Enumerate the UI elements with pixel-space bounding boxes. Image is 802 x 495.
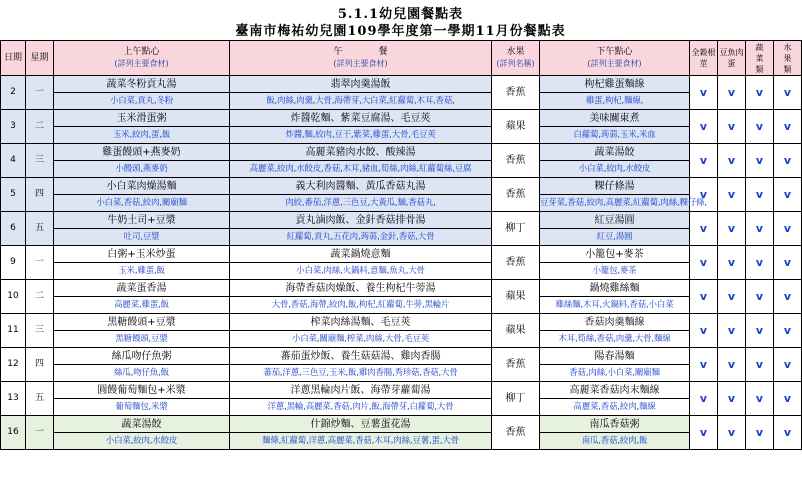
check-mark: v xyxy=(746,314,774,348)
lunch-name: 什錦炒麵、豆薯蛋花湯 xyxy=(230,416,492,433)
pm-snack-ingredients: 小籠包,麥茶 xyxy=(540,263,690,280)
check-mark: v xyxy=(746,382,774,416)
ingredient-row xyxy=(1,161,802,178)
pm-snack-name: 粿仔條湯 xyxy=(540,178,690,195)
meal-table xyxy=(0,40,802,450)
check-mark: v xyxy=(690,348,718,382)
date-cell: 2 xyxy=(1,76,26,110)
check-mark: v xyxy=(774,144,802,178)
header-pm-snack: 下午點心 (詳列主要食材) xyxy=(540,41,690,76)
weekday-cell: 三 xyxy=(26,314,54,348)
date-cell: 10 xyxy=(1,280,26,314)
header-weekday: 星期 xyxy=(26,41,54,76)
check-mark: v xyxy=(774,178,802,212)
pm-snack-name: 美味關東煮 xyxy=(540,110,690,127)
pm-snack-name: 蔬菜湯餃 xyxy=(540,144,690,161)
pm-snack-name: 香菇肉羹麵線 xyxy=(540,314,690,331)
fruit-cell: 蘋果 xyxy=(492,280,540,314)
check-mark: v xyxy=(718,212,746,246)
check-mark: v xyxy=(690,246,718,280)
am-snack-name: 白粥+玉米炒蛋 xyxy=(54,246,230,263)
meal-row xyxy=(1,246,802,263)
am-snack-name: 蔬菜湯餃 xyxy=(54,416,230,433)
am-snack-ingredients: 絲瓜,吻仔魚,飯 xyxy=(54,365,230,382)
check-mark: v xyxy=(690,416,718,450)
date-cell: 11 xyxy=(1,314,26,348)
check-mark: v xyxy=(718,416,746,450)
pm-snack-name: 枸杞雞蛋麵線 xyxy=(540,76,690,93)
header-am-snack: 上午點心 (詳列主要食材) xyxy=(54,41,230,76)
am-snack-ingredients: 高麗菜,雞蛋,飯 xyxy=(54,297,230,314)
date-cell: 12 xyxy=(1,348,26,382)
weekday-cell: 四 xyxy=(26,178,54,212)
lunch-ingredients: 小白菜,肉絲,火鍋料,意麵,魚丸,大骨 xyxy=(230,263,492,280)
page-title-line1: 5.1.1幼兒園餐點表 xyxy=(337,7,464,22)
ingredient-row xyxy=(1,263,802,280)
lunch-ingredients: 洋蔥,黑輪,高麗菜,香菇,肉片,飯,海帶芽,白蘿蔔,大骨 xyxy=(230,399,492,416)
meal-row xyxy=(1,416,802,433)
pm-snack-ingredients: 小白菜,絞肉,水餃皮 xyxy=(540,161,690,178)
date-cell: 4 xyxy=(1,144,26,178)
header-fruit: 水果 (詳列名稱) xyxy=(492,41,540,76)
check-mark: v xyxy=(718,314,746,348)
check-mark: v xyxy=(774,416,802,450)
pm-snack-ingredients: 南瓜,香菇,絞肉,飯 xyxy=(540,433,690,450)
meal-row xyxy=(1,382,802,399)
ingredient-row xyxy=(1,399,802,416)
header-grains: 全穀根莖 xyxy=(690,41,718,76)
check-mark: v xyxy=(718,246,746,280)
ingredient-row xyxy=(1,127,802,144)
lunch-ingredients: 大骨,香菇,海帶,絞肉,飯,枸杞,紅蘿蔔,牛蒡,黑輪片 xyxy=(230,297,492,314)
weekday-cell: 一 xyxy=(26,416,54,450)
check-mark: v xyxy=(690,110,718,144)
lunch-name: 貢丸滷肉飯、金針香菇排骨湯 xyxy=(230,212,492,229)
page-title-line2: 臺南市梅祐幼兒園109學年度第一學期11月份餐點表 xyxy=(235,24,566,39)
ingredient-row xyxy=(1,229,802,246)
header-fruit-cat: 水果類 xyxy=(774,41,802,76)
date-cell: 6 xyxy=(1,212,26,246)
check-mark: v xyxy=(746,416,774,450)
am-snack-name: 雞蛋饅頭+燕麥奶 xyxy=(54,144,230,161)
lunch-ingredients: 高麗菜,絞肉,水餃皮,香菇,木耳,豬血,筍絲,肉絲,紅蘿蔔絲,豆腐 xyxy=(230,161,492,178)
lunch-name: 蕃茄蛋炒飯、養生菇菇湯、雞肉香腸 xyxy=(230,348,492,365)
lunch-name: 翡翠肉羹湯飯 xyxy=(230,76,492,93)
check-mark: v xyxy=(690,314,718,348)
ingredient-row xyxy=(1,93,802,110)
pm-snack-name: 高麗菜香菇肉末麵線 xyxy=(540,382,690,399)
check-mark: v xyxy=(718,76,746,110)
check-mark: v xyxy=(774,280,802,314)
check-mark: v xyxy=(746,246,774,280)
check-mark: v xyxy=(718,144,746,178)
check-mark: v xyxy=(690,144,718,178)
check-mark: v xyxy=(774,110,802,144)
pm-snack-ingredients: 雞絲麵,木耳,火鍋料,香菇,小白菜 xyxy=(540,297,690,314)
check-mark: v xyxy=(690,382,718,416)
am-snack-name: 蔬菜蛋香湯 xyxy=(54,280,230,297)
header-date: 日期 xyxy=(1,41,26,76)
check-mark: v xyxy=(718,382,746,416)
weekday-cell: 一 xyxy=(26,76,54,110)
am-snack-ingredients: 黑糖饅頭,豆漿 xyxy=(54,331,230,348)
pm-snack-ingredients: 香菇,肉絲,小白菜,關廟麵 xyxy=(540,365,690,382)
am-snack-ingredients: 玉米,絞肉,蛋,飯 xyxy=(54,127,230,144)
check-mark: v xyxy=(774,76,802,110)
lunch-ingredients: 小白菜,關廟麵,榨菜,肉絲,大骨,毛豆莢 xyxy=(230,331,492,348)
date-cell: 16 xyxy=(1,416,26,450)
meal-row xyxy=(1,144,802,161)
ingredient-row xyxy=(1,365,802,382)
date-cell: 5 xyxy=(1,178,26,212)
am-snack-name: 黑糖饅頭+豆漿 xyxy=(54,314,230,331)
weekday-cell: 一 xyxy=(26,246,54,280)
check-mark: v xyxy=(746,144,774,178)
pm-snack-ingredients: 豆芽菜,香菇,絞肉,高麗菜,紅蘿蔔,肉絲,粿仔條, xyxy=(540,195,690,212)
date-cell: 3 xyxy=(1,110,26,144)
am-snack-name: 玉米滑蛋粥 xyxy=(54,110,230,127)
weekday-cell: 三 xyxy=(26,144,54,178)
check-mark: v xyxy=(746,76,774,110)
lunch-ingredients: 麵條,紅蘿蔔,洋蔥,高麗菜,香菇,木耳,肉絲,豆薯,蛋,大骨 xyxy=(230,433,492,450)
check-mark: v xyxy=(690,76,718,110)
check-mark: v xyxy=(718,178,746,212)
check-mark: v xyxy=(746,110,774,144)
check-mark: v xyxy=(718,110,746,144)
lunch-name: 洋蔥黑輪肉片飯、海帶芽蘿蔔湯 xyxy=(230,382,492,399)
header-veg: 蔬菜類 xyxy=(746,41,774,76)
header-lunch: 午 餐 (詳列主要食材) xyxy=(230,41,492,76)
weekday-cell: 二 xyxy=(26,280,54,314)
check-mark: v xyxy=(690,212,718,246)
am-snack-name: 小白菜肉燥湯麵 xyxy=(54,178,230,195)
pm-snack-ingredients: 紅豆,湯圓 xyxy=(540,229,690,246)
meal-row xyxy=(1,314,802,331)
lunch-name: 蔬菜鍋燒意麵 xyxy=(230,246,492,263)
fruit-cell: 香蕉 xyxy=(492,144,540,178)
weekday-cell: 五 xyxy=(26,212,54,246)
fruit-cell: 蘋果 xyxy=(492,314,540,348)
lunch-ingredients: 蕃茄,洋蔥,三色豆,玉米,飯,雞肉香腸,秀珍菇,香菇,大骨 xyxy=(230,365,492,382)
pm-snack-ingredients: 木耳,筍絲,香菇,肉羹,大骨,麵線 xyxy=(540,331,690,348)
ingredient-row xyxy=(1,433,802,450)
lunch-ingredients: 飯,肉絲,肉羹,大骨,海帶芽,大白菜,紅蘿蔔,木耳,香菇, xyxy=(230,93,492,110)
pm-snack-name: 小籠包+麥茶 xyxy=(540,246,690,263)
header-protein: 豆魚肉蛋 xyxy=(718,41,746,76)
ingredient-row xyxy=(1,195,802,212)
check-mark: v xyxy=(774,348,802,382)
am-snack-ingredients: 小白菜,絞肉,水餃皮 xyxy=(54,433,230,450)
lunch-name: 榨菜肉絲湯麵、毛豆莢 xyxy=(230,314,492,331)
fruit-cell: 香蕉 xyxy=(492,416,540,450)
am-snack-ingredients: 玉米,雞蛋,飯 xyxy=(54,263,230,280)
check-mark: v xyxy=(774,382,802,416)
meal-row xyxy=(1,280,802,297)
pm-snack-name: 南瓜香菇粥 xyxy=(540,416,690,433)
check-mark: v xyxy=(774,246,802,280)
lunch-name: 海帶香菇肉燥飯、養生枸杞牛蒡湯 xyxy=(230,280,492,297)
ingredient-row xyxy=(1,297,802,314)
pm-snack-name: 紅豆湯圓 xyxy=(540,212,690,229)
check-mark: v xyxy=(718,348,746,382)
meal-row xyxy=(1,212,802,229)
am-snack-ingredients: 吐司,豆漿 xyxy=(54,229,230,246)
weekday-cell: 四 xyxy=(26,348,54,382)
fruit-cell: 香蕉 xyxy=(492,246,540,280)
fruit-cell: 柳丁 xyxy=(492,212,540,246)
pm-snack-ingredients: 白蘿蔔,蒟蒻,玉米,米血 xyxy=(540,127,690,144)
am-snack-ingredients: 小白菜,貢丸,冬粉 xyxy=(54,93,230,110)
fruit-cell: 柳丁 xyxy=(492,382,540,416)
weekday-cell: 二 xyxy=(26,110,54,144)
check-mark: v xyxy=(718,280,746,314)
fruit-cell: 蘋果 xyxy=(492,110,540,144)
meal-row xyxy=(1,348,802,365)
header-row xyxy=(1,41,802,76)
check-mark: v xyxy=(690,280,718,314)
check-mark: v xyxy=(746,212,774,246)
ingredient-row xyxy=(1,331,802,348)
check-mark: v xyxy=(774,314,802,348)
am-snack-ingredients: 小饅頭,燕麥奶 xyxy=(54,161,230,178)
weekday-cell: 五 xyxy=(26,382,54,416)
pm-snack-ingredients: 高麗菜,香菇,絞肉,麵線 xyxy=(540,399,690,416)
meal-row xyxy=(1,110,802,127)
lunch-name: 炸醬乾麵、紫菜豆腐湯、毛豆莢 xyxy=(230,110,492,127)
pm-snack-name: 鍋燒雞絲麵 xyxy=(540,280,690,297)
lunch-name: 高麗菜豬肉水餃、酸辣湯 xyxy=(230,144,492,161)
lunch-ingredients: 炸醬,麵,絞肉,豆干,紫菜,雞蛋,大骨,毛豆莢 xyxy=(230,127,492,144)
check-mark: v xyxy=(746,178,774,212)
fruit-cell: 香蕉 xyxy=(492,348,540,382)
date-cell: 9 xyxy=(1,246,26,280)
pm-snack-ingredients: 雞蛋,枸杞,麵線, xyxy=(540,93,690,110)
check-mark: v xyxy=(690,178,718,212)
check-mark: v xyxy=(746,348,774,382)
lunch-name: 義大利肉醬麵、黃瓜香菇丸湯 xyxy=(230,178,492,195)
am-snack-ingredients: 小白菜,香菇,絞肉,關廟麵 xyxy=(54,195,230,212)
am-snack-ingredients: 葡萄麵包,米漿 xyxy=(54,399,230,416)
pm-snack-name: 陽春湯麵 xyxy=(540,348,690,365)
am-snack-name: 圓饅葡萄麵包+米漿 xyxy=(54,382,230,399)
am-snack-name: 絲瓜吻仔魚粥 xyxy=(54,348,230,365)
check-mark: v xyxy=(746,280,774,314)
am-snack-name: 蔬菜冬粉貢丸湯 xyxy=(54,76,230,93)
date-cell: 13 xyxy=(1,382,26,416)
check-mark: v xyxy=(774,212,802,246)
fruit-cell: 香蕉 xyxy=(492,178,540,212)
lunch-ingredients: 紅蘿蔔,貢丸,五花肉,蒟蒻,金針,香菇,大骨 xyxy=(230,229,492,246)
am-snack-name: 牛奶土司+豆漿 xyxy=(54,212,230,229)
meal-row xyxy=(1,178,802,195)
lunch-ingredients: 肉絞,番茄,洋蔥,三色豆,大黃瓜,麵,香菇丸, xyxy=(230,195,492,212)
fruit-cell: 香蕉 xyxy=(492,76,540,110)
meal-row xyxy=(1,76,802,93)
